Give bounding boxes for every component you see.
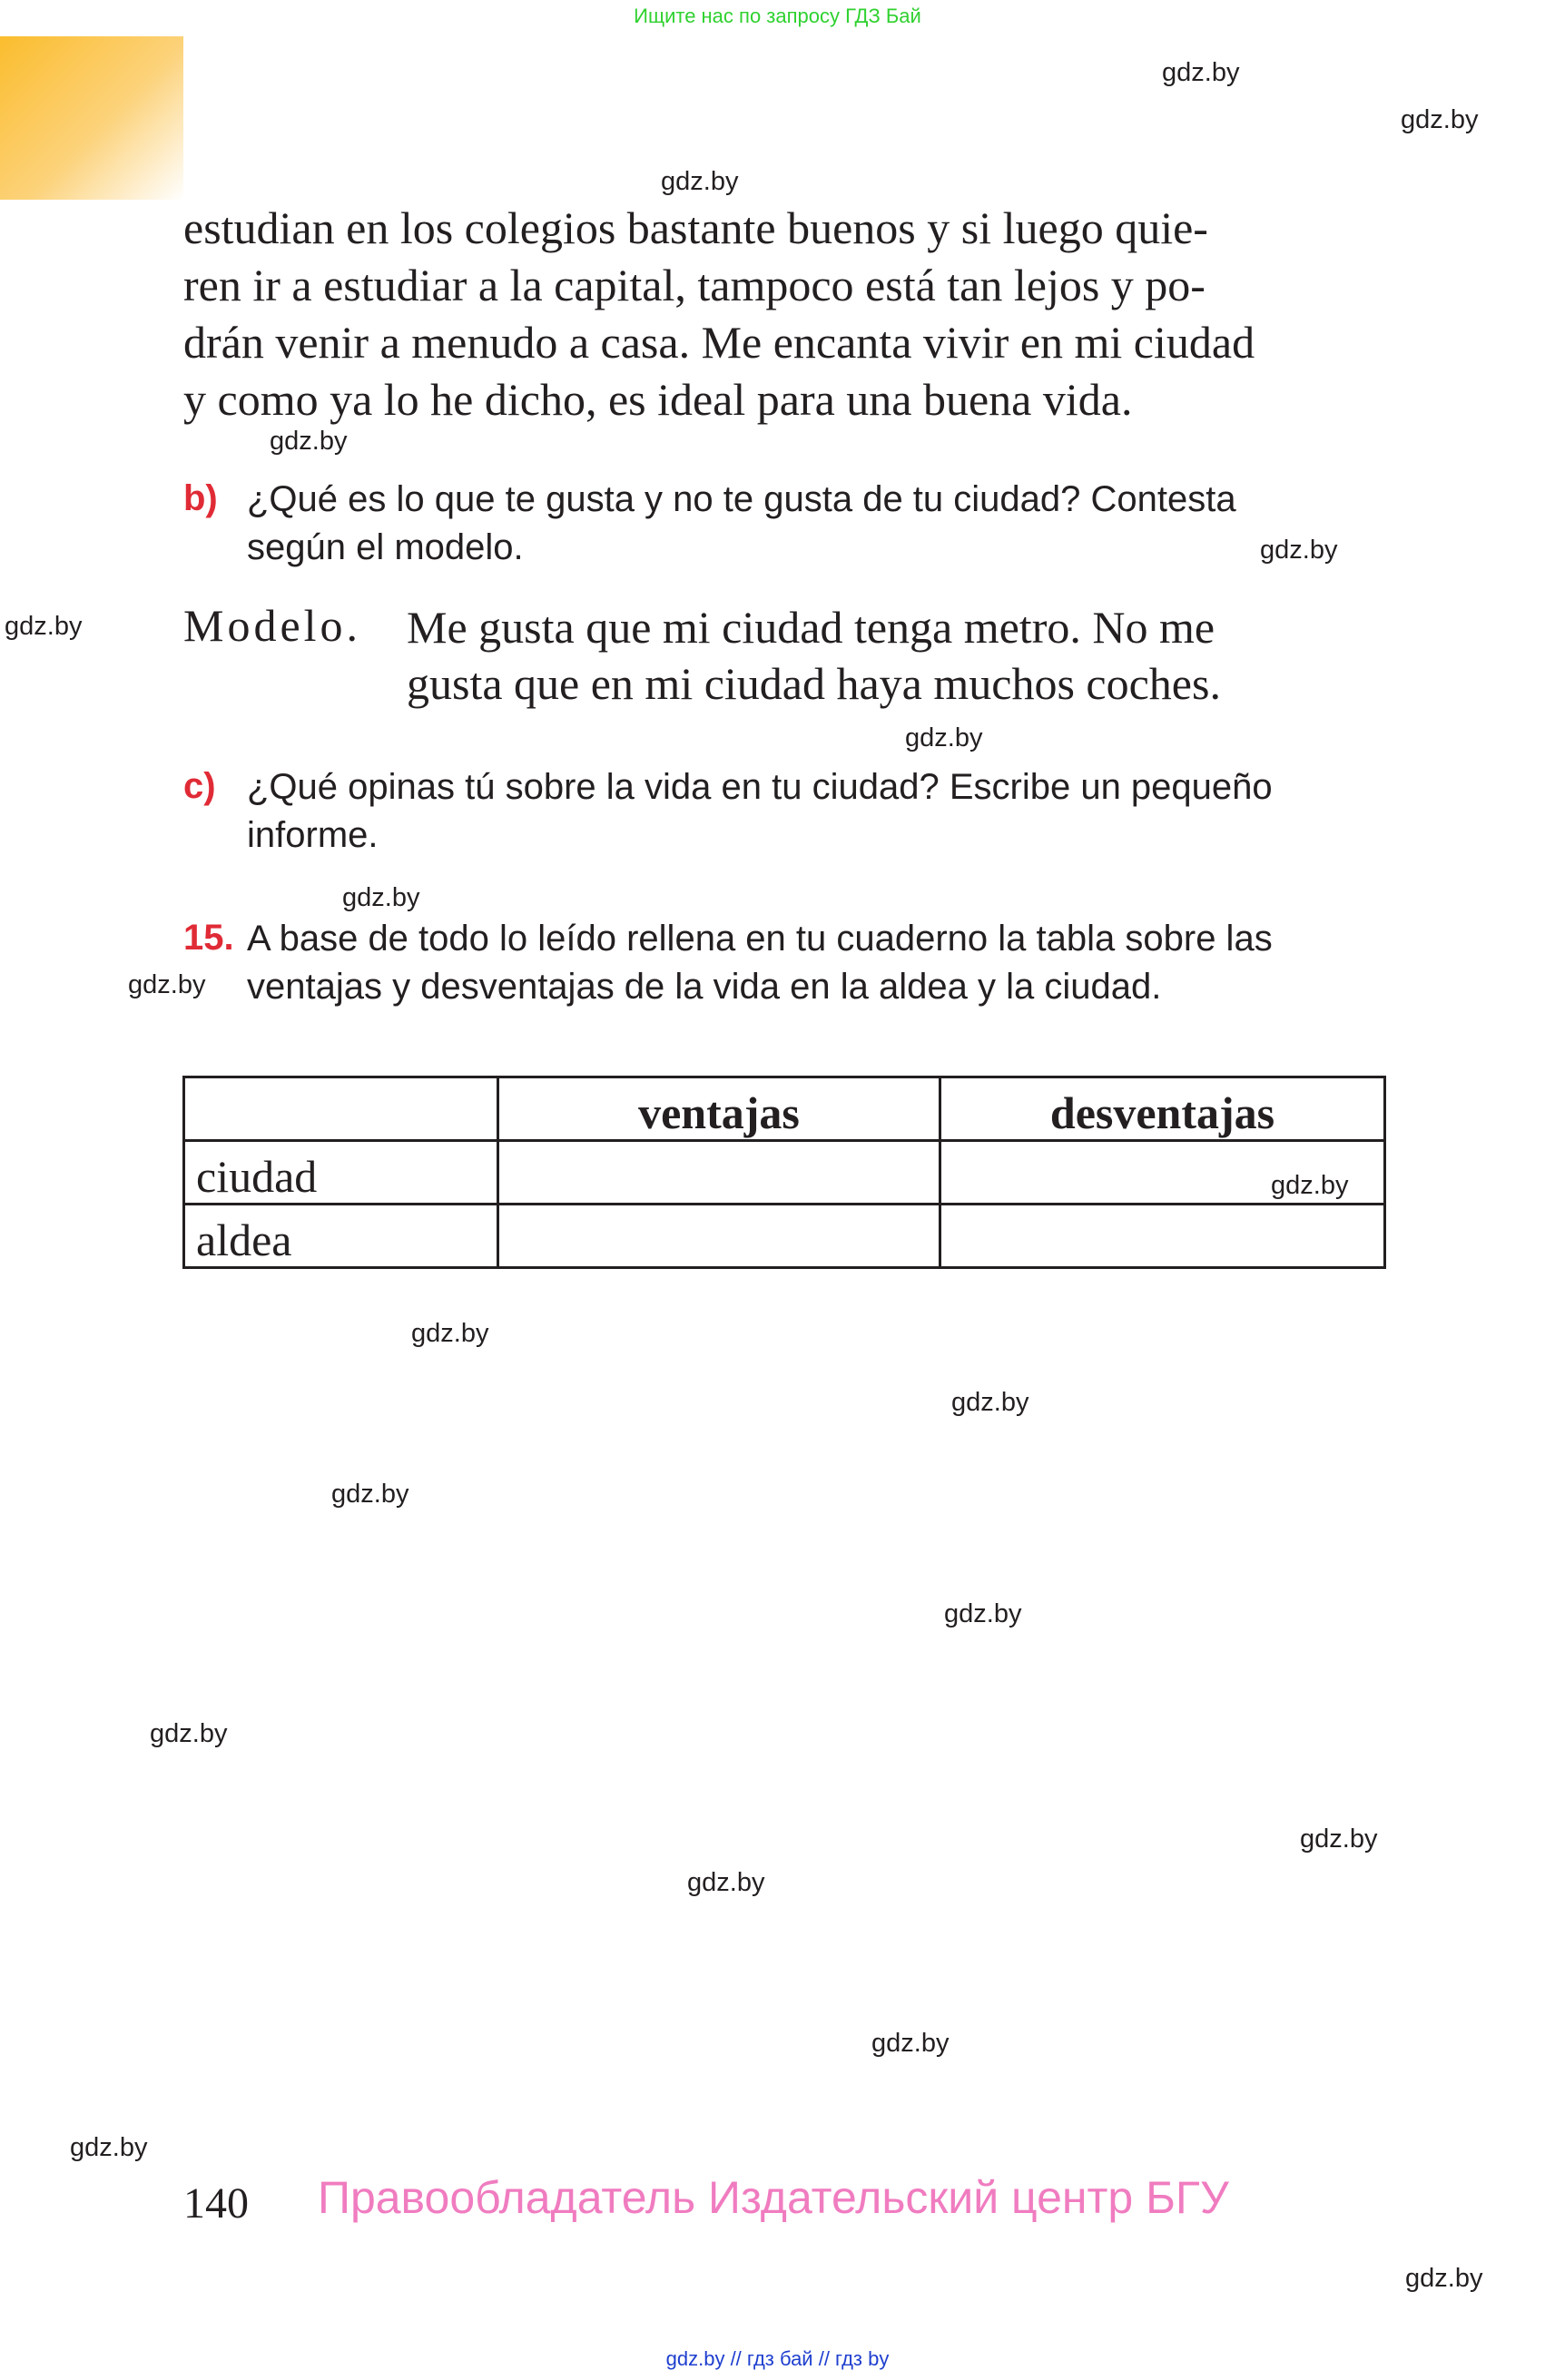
modelo-line: gusta que en mi ciudad haya muchos coches. <box>407 658 1221 709</box>
modelo-text <box>407 599 1383 712</box>
table-cell <box>940 1141 1385 1205</box>
watermark: gdz.by <box>128 970 206 999</box>
exercise-c-line: ¿Qué opinas tú sobre la vida en tu ciudad? Escribe un pequeño <box>247 767 1273 807</box>
advantages-table <box>182 1076 1386 1269</box>
table-header-cell: desventajas <box>940 1077 1385 1141</box>
table-cell <box>498 1205 940 1268</box>
rights-holder: Правообладатель Издательский центр БГУ <box>318 2172 1229 2223</box>
exercise-b-line: según el modelo. <box>247 527 524 567</box>
footer-links[interactable]: gdz.by // гдз бай // гдз by <box>665 2347 890 2370</box>
watermark: gdz.by <box>150 1719 228 1748</box>
exercise-c-label: c) <box>183 766 216 806</box>
paragraph-line: drán venir a menudo a casa. Me encanta vivir en mi ciudad <box>183 317 1255 368</box>
table-header-row <box>184 1077 1385 1141</box>
watermark: gdz.by <box>944 1599 1022 1628</box>
table-header-cell: ventajas <box>498 1077 940 1141</box>
exercise-c-text <box>247 763 1383 860</box>
watermark: gdz.by <box>871 2029 950 2058</box>
watermark: gdz.by <box>1401 105 1479 134</box>
exercise-15-line: A base de todo lo leído rellena en tu cuaderno la tabla sobre las <box>247 919 1273 959</box>
exercise-b-label: b) <box>183 478 218 518</box>
watermark: gdz.by <box>1405 2264 1483 2293</box>
table-cell: aldea <box>184 1205 498 1268</box>
watermark: gdz.by <box>331 1480 409 1509</box>
watermark: gdz.by <box>1162 58 1240 87</box>
exercise-15-number: 15. <box>183 918 234 958</box>
top-banner[interactable]: Ищите нас по запросу ГДЗ Бай <box>634 5 921 27</box>
watermark: gdz.by <box>905 723 983 752</box>
table-cell <box>498 1141 940 1205</box>
watermark: gdz.by <box>411 1319 489 1348</box>
exercise-15-line: ventajas y desventajas de la vida en la aldea y la ciudad. <box>247 967 1162 1007</box>
exercise-b-text <box>247 476 1383 572</box>
watermark: gdz.by <box>661 167 739 196</box>
table-cell: ciudad <box>184 1141 498 1205</box>
paragraph-line: estudian en los colegios bastante buenos y si luego quie- <box>183 202 1208 253</box>
corner-decoration <box>0 36 183 200</box>
table-cell <box>940 1205 1385 1268</box>
table-row <box>184 1205 1385 1268</box>
watermark: gdz.by <box>70 2133 148 2162</box>
watermark: gdz.by <box>270 427 348 456</box>
exercise-b-line: ¿Qué es lo que te gusta y no te gusta de tu ciudad? Contesta <box>247 479 1236 519</box>
watermark: gdz.by <box>1300 1824 1378 1854</box>
watermark: gdz.by <box>687 1868 765 1897</box>
page-number: 140 <box>183 2179 249 2228</box>
watermark: gdz.by <box>342 883 420 912</box>
paragraph-line: y como ya lo he dicho, es ideal para una buena vida. <box>183 374 1133 425</box>
table-row <box>184 1141 1385 1205</box>
watermark: gdz.by <box>5 612 83 641</box>
watermark: gdz.by <box>1260 536 1338 565</box>
paragraph-line: ren ir a estudiar a la capital, tampoco está tan lejos y po- <box>183 260 1206 310</box>
text-paragraph <box>183 200 1383 428</box>
table-header-cell <box>184 1077 498 1141</box>
watermark: gdz.by <box>1271 1171 1349 1200</box>
modelo-line: Me gusta que mi ciudad tenga metro. No me <box>407 602 1215 653</box>
modelo-label: Modelo. <box>183 600 362 651</box>
watermark: gdz.by <box>951 1388 1029 1417</box>
exercise-c-line: informe. <box>247 815 379 855</box>
exercise-15-text <box>247 915 1383 1011</box>
